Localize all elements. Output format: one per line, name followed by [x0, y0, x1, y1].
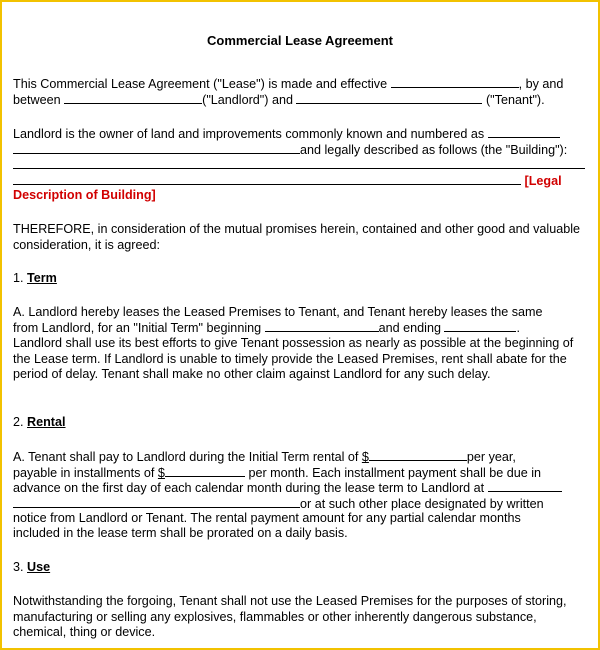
term-end-blank[interactable] — [444, 320, 516, 332]
section-3-number: 3. — [13, 560, 24, 574]
legal-label-1: [Legal — [524, 174, 562, 188]
rent-dollar-sign: $ — [361, 450, 369, 464]
rent-text-1: A. Tenant shall pay to Landlord during the Initial Term rental of — [13, 450, 359, 464]
term-line-1: A. Landlord hereby leases the Leased Premises to Tenant, and Tenant hereby leases the same — [13, 305, 543, 319]
term-text-2: from Landlord, for an "Initial Term" beginning — [13, 321, 262, 335]
term-line-2: from Landlord, for an "Initial Term" beginning and ending . — [13, 321, 520, 335]
monthly-installment-blank[interactable] — [165, 465, 245, 477]
section-1-number: 1. — [13, 271, 24, 285]
intro-text-5: ("Tenant"). — [485, 93, 545, 107]
intro-text-1: This Commercial Lease Agreement ("Lease") is made and effective — [13, 77, 388, 91]
document-title: Commercial Lease Agreement — [207, 33, 393, 48]
intro-text-4: ("Landlord") and — [202, 93, 293, 107]
section-2-heading — [13, 415, 66, 431]
section-1-heading — [13, 271, 57, 287]
term-paragraph-rest: Landlord shall use its best efforts to give Tenant possession as nearly as possible at the beginning of the Lease term. If Landlord is unable to timely provide the Leased Premises, rent shall abate for the period of delay. Tenant shall make no other claim against Landlord for any such delay. — [13, 336, 574, 381]
payment-address-blank-2[interactable] — [13, 496, 300, 508]
section-2-number: 2. — [13, 415, 24, 429]
legal-label-2: Description of Building] — [13, 188, 156, 202]
rent-line-1 — [13, 449, 516, 466]
landlord-text-1: Landlord is the owner of land and improvements commonly known and numbered as — [13, 127, 485, 141]
legal-desc-line — [13, 157, 585, 174]
section-2-title: Rental — [27, 415, 66, 429]
installment-dollar-sign: $ — [157, 466, 165, 480]
use-paragraph: Notwithstanding the forgoing, Tenant shall not use the Leased Premises for the purposes of storing, manufacturing or selling any explosives, flammables or other inherently dangerous substance, chemical, thing or device. — [13, 594, 567, 639]
term-start-blank[interactable] — [265, 320, 379, 332]
effective-date-blank[interactable] — [391, 76, 519, 88]
intro-text-2: , by and — [518, 77, 564, 91]
intro-text-3: between — [13, 93, 61, 107]
rent-line-3 — [13, 480, 562, 497]
section-3-heading — [13, 560, 50, 576]
rent-line-6: included in the lease term shall be prorated on a daily basis. — [13, 526, 348, 540]
legal-description-blank-2[interactable] — [13, 173, 521, 185]
property-number-blank[interactable] — [488, 126, 560, 138]
rent-line-5: notice from Landlord or Tenant. The rental payment amount for any partial calendar months — [13, 511, 521, 525]
therefore-paragraph: THEREFORE, in consideration of the mutual promises herein, contained and other good and valuable consideration, it is agreed: — [13, 222, 581, 252]
rent-text-3: payable in installments of — [13, 466, 155, 480]
landlord-line-1 — [13, 126, 560, 143]
payment-address-blank-1[interactable] — [488, 480, 562, 492]
rent-text-2: per year, — [466, 450, 516, 464]
intro-line-1 — [13, 76, 563, 93]
rent-text-5: advance on the first day of each calendar month during the lease term to Landlord at — [13, 481, 485, 495]
rent-text-6: or at such other place designated by written — [300, 497, 544, 511]
landlord-name-blank[interactable] — [64, 92, 202, 104]
legal-description-blank-1[interactable] — [13, 157, 585, 169]
rent-text-4: per month. Each installment payment shall be due in — [248, 466, 542, 480]
term-text-3: and ending — [378, 321, 441, 335]
property-address-blank[interactable] — [13, 142, 300, 154]
intro-line-2 — [13, 92, 545, 109]
tenant-name-blank[interactable] — [296, 92, 482, 104]
section-1-title: Term — [27, 271, 57, 285]
landlord-text-2: and legally described as follows (the "Building"): — [300, 143, 568, 157]
document-page — [2, 2, 598, 648]
annual-rent-blank[interactable] — [369, 449, 467, 461]
section-3-title: Use — [27, 560, 51, 574]
